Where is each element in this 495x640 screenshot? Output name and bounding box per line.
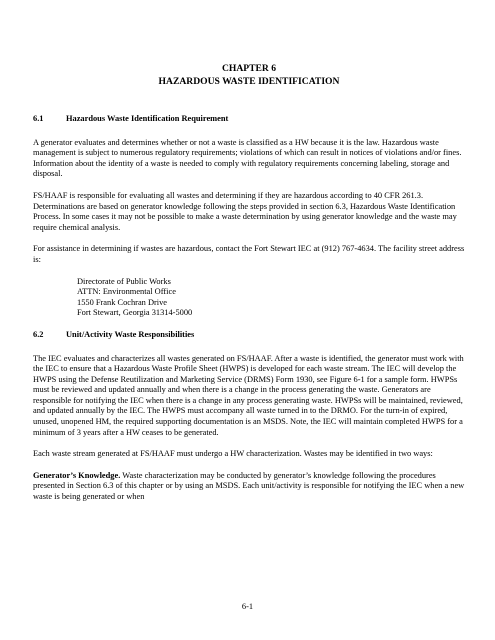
- paragraph-lead: Generator’s Knowledge.: [33, 470, 121, 480]
- section-heading-6-1: [33, 114, 465, 125]
- paragraph: [33, 471, 465, 503]
- paragraph-body: Waste characterization may be conducted by generator’s knowledge following the procedures presented in Section 6.3 of this chapter or by using an MSDS. Each unit/activity is responsible for notifying the IEC when a new waste is being generated or when: [33, 470, 465, 502]
- paragraph: For assistance in determining if wastes are hazardous, contact the Fort Stewart IEC at (912) 767-4634. The facility street address is:: [33, 244, 465, 264]
- address-line: Fort Stewart, Georgia 31314-5000: [77, 308, 193, 318]
- paragraph: Each waste stream generated at FS/HAAF must undergo a HW characterization. Wastes may be identified in two ways:: [33, 449, 433, 459]
- address-line: Directorate of Public Works: [77, 276, 171, 286]
- address-line: ATTN: Environmental Office: [77, 287, 176, 297]
- page-number: 6-1: [241, 602, 254, 611]
- chapter-number: CHAPTER 6: [221, 63, 277, 74]
- paragraph: FS/HAAF is responsible for evaluating all wastes and determining if they are hazardous according to 40 CFR 261.3. Determinations are based on generator knowledge following the steps provided in section 6.3, Hazardous Waste Identification Process. In some cases it may not be possible to make a waste determination by using generator knowledge and the waste may require chemical analysis.: [33, 190, 457, 232]
- paragraph: The IEC evaluates and characterizes all wastes generated on FS/HAAF. After a waste is identified, the generator must work with the IEC to ensure that a Hazardous Waste Profile Sheet (HWPS) is developed for each waste stream. The IEC will develop the HWPS using the Defense Reutilization and Marketing Service (DRMS) Form 1930, see Figure 6-1 for a sample form. HWPSs must be reviewed and updated annually and when there is a change in the process generating the waste. Generators are responsible for notifying the IEC when there is a change in any process generating waste. HWPSs will be maintained, reviewed, and updated annually by the IEC. The HWPS must accompany all waste turned in to the DRMO. For the turn-in of expired, unused, unopened HM, the required supporting documentation is an MSDS. Note, the IEC will maintain completed HWPS for a minimum of 3 years after a HW ceases to be generated.: [33, 353, 464, 437]
- facility-address: [77, 277, 465, 319]
- section-heading-6-2: [33, 330, 465, 341]
- section-number: 6.2: [33, 329, 44, 339]
- section-title: Hazardous Waste Identification Requirement: [66, 114, 229, 123]
- document-page: [33, 62, 465, 503]
- section-title: Unit/Activity Waste Responsibilities: [66, 329, 195, 339]
- address-line: 1550 Frank Cochran Drive: [77, 297, 168, 307]
- chapter-title: HAZARDOUS WASTE IDENTIFICATION: [158, 76, 340, 87]
- section-number: 6.1: [33, 114, 44, 123]
- paragraph: A generator evaluates and determines whether or not a waste is classified as a HW because it is the law. Hazardous waste management is subject to numerous regulatory requirements; violations of which can result in notices of violations and/or fines. Information about the identity of a waste is needed to comply with regulatory requirements concerning labeling, storage and disposal.: [33, 137, 462, 179]
